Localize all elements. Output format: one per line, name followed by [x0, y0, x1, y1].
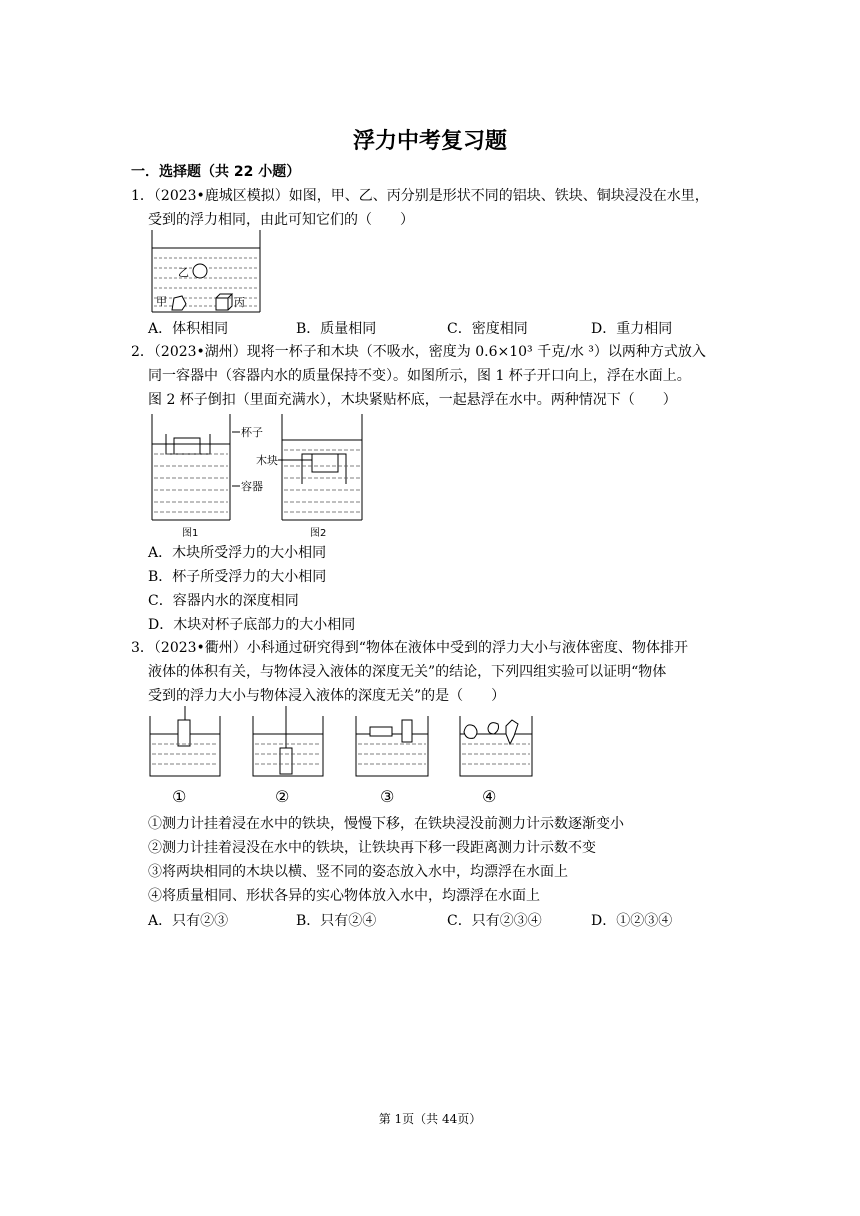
q1-option-a[interactable]: A．体积相同 [148, 321, 229, 337]
question-2-line-1: 2．（2023•湖州）现将一杯子和木块（不吸水，密度为 0.6×10³ 千克/水 ³）以两种方式放入 [131, 344, 706, 360]
label-figure-2: 图2 [310, 528, 327, 539]
question-3-line-1: 3．（2023•衢州）小科通过研究得到“物体在液体中受到的浮力大小与液体密度、物体排开 [131, 640, 688, 656]
label-yi: 乙 [178, 266, 189, 279]
label-wood-block: 木块 [256, 454, 278, 467]
q3-statement-2: ②测力计挂着浸没在水中的铁块，让铁块再下移一段距离测力计示数不变 [148, 840, 596, 856]
q1-option-c[interactable]: C．密度相同 [447, 321, 528, 337]
q3-option-d[interactable]: D．①②③④ [591, 913, 673, 929]
fig-label-3: ③ [380, 787, 395, 806]
label-bing: 丙 [234, 296, 245, 309]
question-3-options [0, 910, 860, 930]
q3-statement-3: ③将两块相同的木块以横、竖不同的姿态放入水中，均漂浮在水面上 [148, 864, 568, 880]
question-1-line-1: 1．（2023•鹿城区模拟）如图，甲、乙、丙分别是形状不同的铝块、铁块、铜块浸没在水里， [131, 188, 709, 204]
q2-option-a[interactable]: A．木块所受浮力的大小相同 [148, 545, 327, 561]
question-3-figure [140, 706, 560, 810]
fig-label-4: ④ [482, 787, 497, 806]
label-cup: 杯子 [241, 426, 263, 439]
label-figure-1: 图1 [182, 528, 199, 539]
q3-option-c[interactable]: C．只有②③④ [447, 913, 542, 929]
question-3-line-2: 液体的体积有关，与物体浸入液体的深度无关”的结论，下列四组实验可以证明“物体 [148, 664, 667, 680]
fig-label-2: ② [275, 787, 290, 806]
fig-label-1: ① [172, 787, 187, 806]
q1-option-d[interactable]: D．重力相同 [591, 321, 673, 337]
question-1-line-2: 受到的浮力相同，由此可知它们的（ ） [148, 212, 414, 228]
question-1-options [0, 318, 860, 338]
q1-option-b[interactable]: B．质量相同 [296, 321, 377, 337]
q3-statement-1: ①测力计挂着浸在水中的铁块，慢慢下移，在铁块浸没前测力计示数逐渐变小 [148, 816, 624, 832]
question-3-line-3: 受到的浮力大小与物体浸入液体的深度无关”的是（ ） [148, 688, 506, 704]
q2-option-c[interactable]: C．容器内水的深度相同 [148, 593, 299, 609]
question-1-figure [150, 228, 262, 314]
q2-option-b[interactable]: B．杯子所受浮力的大小相同 [148, 569, 327, 585]
aluminum-block-shape [172, 296, 186, 310]
label-container: 容器 [241, 480, 263, 493]
iron-block-sphere [193, 264, 207, 278]
q3-statement-4: ④将质量相同、形状各异的实心物体放入水中，均漂浮在水面上 [148, 888, 540, 904]
question-2-figure [148, 410, 370, 542]
section-heading: 一．选择题（共 22 小题） [131, 164, 301, 180]
page-title: 浮力中考复习题 [352, 129, 507, 154]
label-jia: 甲 [156, 295, 167, 308]
q3-option-b[interactable]: B．只有②④ [296, 913, 377, 929]
copper-block-cube [216, 294, 232, 310]
question-2-line-2: 同一容器中（容器内水的质量保持不变）。如图所示，图 1 杯子开口向上，浮在水面上。 [148, 368, 691, 384]
question-2-line-3: 图 2 杯子倒扣（里面充满水），木块紧贴杯底，一起悬浮在水中。两种情况下（ ） [148, 392, 677, 408]
q2-option-d[interactable]: D．木块对杯子底部力的大小相同 [148, 617, 356, 633]
q3-option-a[interactable]: A．只有②③ [148, 913, 229, 929]
page-footer: 第 1页（共 44页） [378, 1112, 482, 1126]
